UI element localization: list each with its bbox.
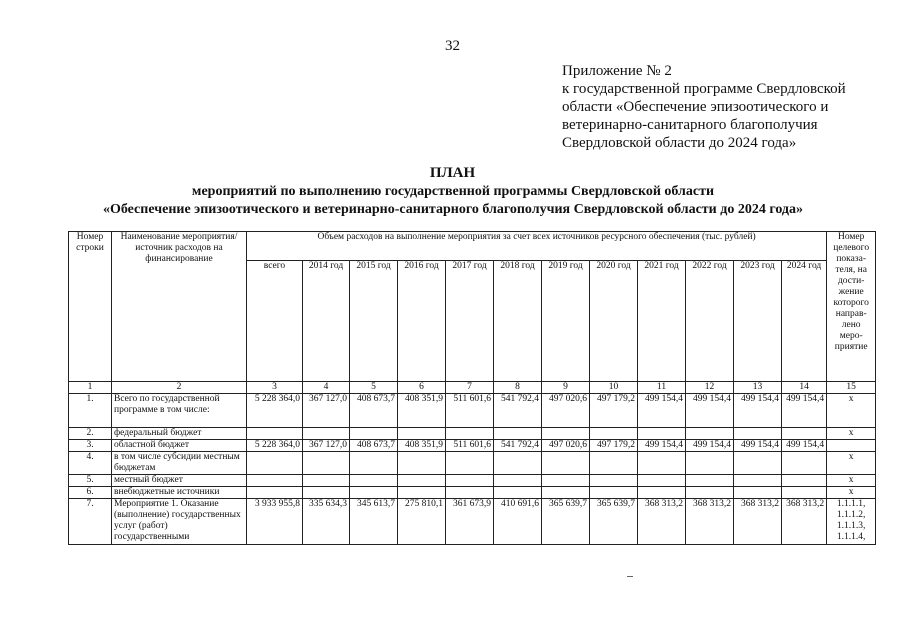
column-number: 1 xyxy=(69,382,112,394)
value-cell: 275 810,1 xyxy=(398,499,446,545)
appendix-note xyxy=(562,62,892,152)
appendix-line: области «Обеспечение эпизоотического и xyxy=(562,99,829,115)
header-year: 2023 год xyxy=(734,261,782,382)
column-number: 9 xyxy=(542,382,590,394)
value-cell xyxy=(350,475,398,487)
value-cell xyxy=(542,475,590,487)
value-cell xyxy=(734,487,782,499)
value-cell xyxy=(494,475,542,487)
indicator-cell: х xyxy=(827,487,876,499)
value-cell xyxy=(303,475,350,487)
value-cell xyxy=(247,428,303,440)
appendix-line: ветеринарно-санитарного благополучия xyxy=(562,117,818,133)
value-cell xyxy=(590,428,638,440)
column-number: 11 xyxy=(638,382,686,394)
value-cell: 5 228 364,0 xyxy=(247,440,303,452)
plan-title: ПЛАН xyxy=(429,165,476,181)
table-row xyxy=(69,499,876,545)
column-number-row xyxy=(69,382,876,394)
table-row xyxy=(69,394,876,428)
value-cell xyxy=(350,487,398,499)
value-cell: 499 154,4 xyxy=(686,394,734,428)
row-name-cell: местный бюджет xyxy=(112,475,247,487)
header-year: 2024 год xyxy=(782,261,827,382)
row-name-cell: областной бюджет xyxy=(112,440,247,452)
appendix-line: Приложение № 2 xyxy=(562,63,672,79)
value-cell: 368 313,2 xyxy=(686,499,734,545)
value-cell: 408 673,7 xyxy=(350,440,398,452)
column-number: 15 xyxy=(827,382,876,394)
page-number: 32 xyxy=(445,38,460,54)
value-cell: 499 154,4 xyxy=(686,440,734,452)
table-row xyxy=(69,487,876,499)
column-number: 13 xyxy=(734,382,782,394)
value-cell: 408 351,9 xyxy=(398,440,446,452)
plan-table-body xyxy=(69,394,876,545)
value-cell xyxy=(542,452,590,475)
row-name-cell: внебюджетные источники xyxy=(112,487,247,499)
header-year: 2022 год xyxy=(686,261,734,382)
value-cell: 361 673,9 xyxy=(446,499,494,545)
indicator-cell: 1.1.1.1, 1.1.1.2, 1.1.1.3, 1.1.1.4, xyxy=(827,499,876,545)
table-row xyxy=(69,428,876,440)
value-cell: 410 691,6 xyxy=(494,499,542,545)
row-number-cell: 7. xyxy=(69,499,112,545)
header-year: 2016 год xyxy=(398,261,446,382)
value-cell xyxy=(303,487,350,499)
column-number: 6 xyxy=(398,382,446,394)
scan-mark xyxy=(627,576,633,577)
value-cell: 497 179,2 xyxy=(590,394,638,428)
header-year: 2015 год xyxy=(350,261,398,382)
value-cell: 345 613,7 xyxy=(350,499,398,545)
value-cell xyxy=(494,452,542,475)
value-cell: 497 020,6 xyxy=(542,440,590,452)
plan-subtitle-line: мероприятий по выполнению государственной программы Свердловской области xyxy=(191,184,715,199)
value-cell xyxy=(446,475,494,487)
value-cell: 408 673,7 xyxy=(350,394,398,428)
value-cell: 497 179,2 xyxy=(590,440,638,452)
value-cell: 541 792,4 xyxy=(494,394,542,428)
indicator-cell: х xyxy=(827,475,876,487)
value-cell xyxy=(494,487,542,499)
value-cell xyxy=(734,428,782,440)
value-cell: 499 154,4 xyxy=(782,440,827,452)
plan-subtitle-line: «Обеспечение эпизоотического и ветеринарно-санитарного благополучия Свердловской области до 2024 года» xyxy=(102,202,804,217)
value-cell: 368 313,2 xyxy=(782,499,827,545)
value-cell xyxy=(638,487,686,499)
value-cell xyxy=(782,475,827,487)
value-cell xyxy=(686,428,734,440)
appendix-line: к государственной программе Свердловской xyxy=(562,81,846,97)
value-cell: 368 313,2 xyxy=(638,499,686,545)
value-cell: 365 639,7 xyxy=(590,499,638,545)
value-cell xyxy=(350,452,398,475)
row-name-cell: федеральный бюджет xyxy=(112,428,247,440)
value-cell xyxy=(590,452,638,475)
value-cell xyxy=(542,487,590,499)
value-cell xyxy=(782,452,827,475)
row-number-cell: 4. xyxy=(69,452,112,475)
value-cell xyxy=(734,475,782,487)
header-year: 2017 год xyxy=(446,261,494,382)
value-cell: 365 639,7 xyxy=(542,499,590,545)
header-year: 2018 год xyxy=(494,261,542,382)
column-number: 2 xyxy=(112,382,247,394)
value-cell: 408 351,9 xyxy=(398,394,446,428)
value-cell xyxy=(638,452,686,475)
row-number-cell: 5. xyxy=(69,475,112,487)
value-cell: 3 933 955,8 xyxy=(247,499,303,545)
header-year: всего xyxy=(247,261,303,382)
value-cell: 511 601,6 xyxy=(446,440,494,452)
row-number-cell: 6. xyxy=(69,487,112,499)
row-number-cell: 1. xyxy=(69,394,112,428)
header-year: 2020 год xyxy=(590,261,638,382)
column-number: 10 xyxy=(590,382,638,394)
table-row xyxy=(69,440,876,452)
column-number: 8 xyxy=(494,382,542,394)
row-name-cell: Мероприятие 1. Оказание (выполнение) государственных услуг (работ) государственными xyxy=(112,499,247,545)
value-cell xyxy=(398,452,446,475)
table-row xyxy=(69,475,876,487)
header-indicator: Номер целевого показа-теля, на дости-жение которого направ-лено меро-приятие xyxy=(827,232,876,382)
value-cell: 368 313,2 xyxy=(734,499,782,545)
value-cell: 499 154,4 xyxy=(638,440,686,452)
value-cell xyxy=(782,487,827,499)
value-cell xyxy=(638,428,686,440)
indicator-cell: х xyxy=(827,394,876,428)
value-cell xyxy=(734,452,782,475)
column-number: 12 xyxy=(686,382,734,394)
column-number: 3 xyxy=(247,382,303,394)
column-number: 4 xyxy=(303,382,350,394)
value-cell xyxy=(247,452,303,475)
value-cell xyxy=(686,475,734,487)
value-cell xyxy=(350,428,398,440)
value-cell: 5 228 364,0 xyxy=(247,394,303,428)
header-year: 2021 год xyxy=(638,261,686,382)
value-cell xyxy=(247,487,303,499)
indicator-cell: х xyxy=(827,428,876,440)
value-cell xyxy=(590,487,638,499)
value-cell: 499 154,4 xyxy=(734,440,782,452)
column-number: 7 xyxy=(446,382,494,394)
header-year: 2014 год xyxy=(303,261,350,382)
appendix-line: Свердловской области до 2024 года» xyxy=(562,135,797,151)
value-cell: 541 792,4 xyxy=(494,440,542,452)
value-cell: 335 634,3 xyxy=(303,499,350,545)
header-volume: Объем расходов на выполнение мероприятия за счет всех источников ресурсного обеспечения (тыс. рублей) xyxy=(247,232,827,261)
value-cell xyxy=(247,475,303,487)
value-cell xyxy=(782,428,827,440)
value-cell xyxy=(446,487,494,499)
row-name-cell: Всего по государственной программе в том числе: xyxy=(112,394,247,428)
plan-table xyxy=(68,231,876,545)
value-cell xyxy=(303,452,350,475)
table-row xyxy=(69,452,876,475)
value-cell xyxy=(590,475,638,487)
value-cell: 367 127,0 xyxy=(303,394,350,428)
plan-subtitle xyxy=(0,183,905,219)
value-cell: 497 020,6 xyxy=(542,394,590,428)
value-cell: 499 154,4 xyxy=(638,394,686,428)
indicator-cell xyxy=(827,440,876,452)
value-cell xyxy=(398,428,446,440)
value-cell xyxy=(638,475,686,487)
row-name-cell: в том числе субсидии местным бюджетам xyxy=(112,452,247,475)
row-number-cell: 3. xyxy=(69,440,112,452)
value-cell xyxy=(398,475,446,487)
value-cell xyxy=(686,452,734,475)
value-cell xyxy=(686,487,734,499)
value-cell xyxy=(398,487,446,499)
value-cell: 499 154,4 xyxy=(734,394,782,428)
value-cell xyxy=(494,428,542,440)
column-number: 5 xyxy=(350,382,398,394)
value-cell: 499 154,4 xyxy=(782,394,827,428)
value-cell xyxy=(542,428,590,440)
value-cell xyxy=(446,428,494,440)
value-cell xyxy=(446,452,494,475)
header-row-number: Номер строки xyxy=(69,232,112,382)
header-name: Наименование мероприятия/ источник расходов на финансирование xyxy=(112,232,247,382)
value-cell: 367 127,0 xyxy=(303,440,350,452)
value-cell: 511 601,6 xyxy=(446,394,494,428)
header-year: 2019 год xyxy=(542,261,590,382)
value-cell xyxy=(303,428,350,440)
indicator-cell: х xyxy=(827,452,876,475)
column-number: 14 xyxy=(782,382,827,394)
row-number-cell: 2. xyxy=(69,428,112,440)
